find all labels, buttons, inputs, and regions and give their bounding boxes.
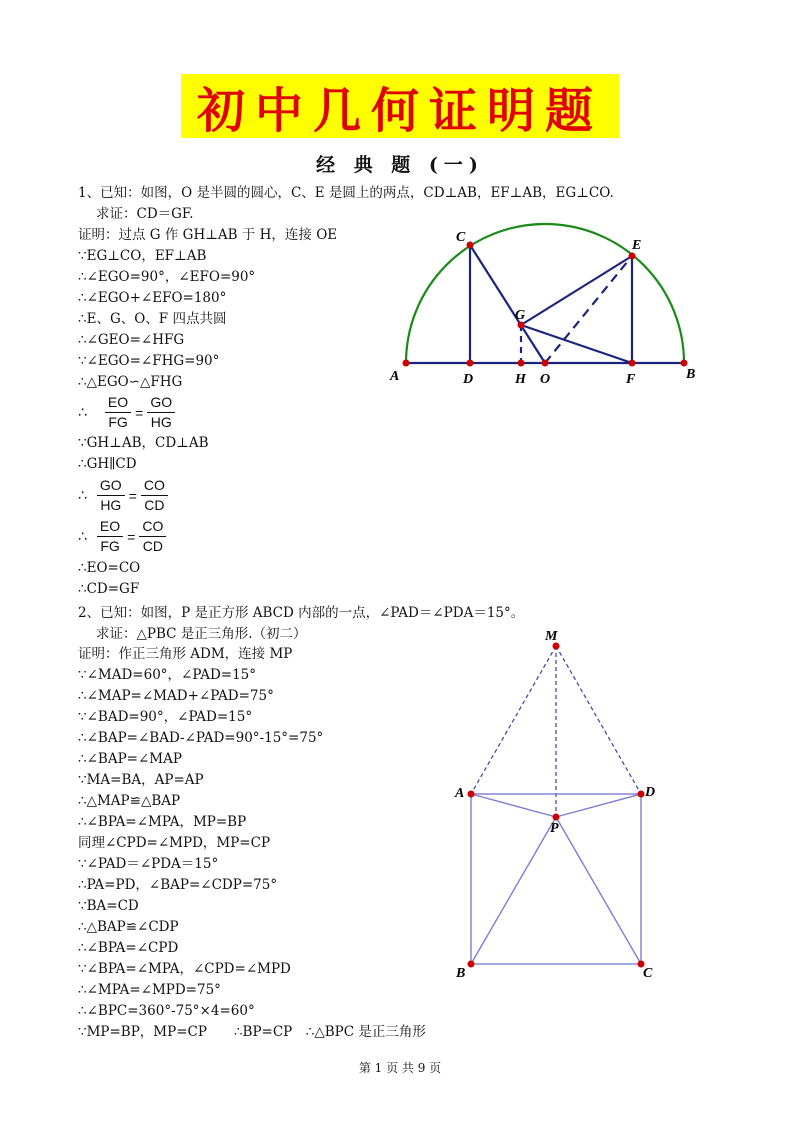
p2-line: ∴∠BAP=∠MAP xyxy=(78,751,182,767)
therefore-symbol: ∴ xyxy=(78,528,87,545)
p1-line: ∴E、G、O、F 四点共圆 xyxy=(78,311,227,327)
p1-line: ∴∠EGO+∠EFO=180° xyxy=(78,290,227,306)
p2-line: ∴∠BAP=∠BAD-∠PAD=90°-15°=75° xyxy=(78,730,324,746)
point-f xyxy=(629,360,636,367)
p1-line: 1、已知：如图，O 是半圆的圆心，C、E 是圆上的两点，CD⊥AB，EF⊥AB，EG⊥CO. xyxy=(78,185,614,201)
p2-line: 证明：作正三角形 ADM，连接 MP xyxy=(78,646,293,662)
p2-line: 2、已知：如图，P 是正方形 ABCD 内部的一点，∠PAD＝∠PDA＝15°。 xyxy=(78,605,525,621)
fraction-numerator: GO xyxy=(97,476,125,496)
p2-line: 同理∠CPD=∠MPD，MP=CP xyxy=(78,835,271,851)
fraction-eq-1 xyxy=(78,393,177,432)
point-d xyxy=(467,360,474,367)
p2-line: ∵∠BAD=90°，∠PAD=15° xyxy=(78,709,253,725)
fraction-denominator: FG xyxy=(108,414,128,430)
segment-eg xyxy=(521,256,632,325)
therefore-symbol: ∴ xyxy=(78,487,87,504)
fraction-numerator: CO xyxy=(141,476,168,496)
label-b: B xyxy=(686,367,696,382)
p2-line: ∴∠BPC=360°-75°×4=60° xyxy=(78,1003,255,1019)
segment-bp xyxy=(471,817,556,964)
p2-line: ∴△BAP≌∠CDP xyxy=(78,919,179,935)
p2-line: ∴∠BPA=∠CPD xyxy=(78,940,179,956)
page-footer: 第 1 页 共 9 页 xyxy=(358,1061,442,1075)
point-e xyxy=(629,253,636,260)
label-f: F xyxy=(626,372,636,387)
p1-line: ∵EG⊥CO，EF⊥AB xyxy=(78,248,207,264)
equals-sign: = xyxy=(135,404,144,421)
p1-line: ∴△EGO∽△FHG xyxy=(78,374,183,390)
p1-line: ∴∠GEO=∠HFG xyxy=(78,332,185,348)
p2-line: ∵∠BPA=∠MPA，∠CPD=∠MPD xyxy=(78,961,291,977)
semicircle-figure xyxy=(385,220,705,390)
point-a xyxy=(403,360,410,367)
segment-ma-dashed xyxy=(471,646,556,794)
title-banner xyxy=(181,74,619,138)
p1-line: 证明：过点 G 作 GH⊥AB 于 H，连接 OE xyxy=(78,227,338,243)
fraction-numerator: CO xyxy=(139,517,166,537)
point-c xyxy=(467,242,474,249)
label-a: A xyxy=(455,786,465,801)
p1-line: ∵∠EGO=∠FHG=90° xyxy=(78,353,220,369)
fraction-denominator: HG xyxy=(150,414,172,430)
p1-line: 求证：CD＝GF. xyxy=(96,206,194,222)
point-b xyxy=(681,360,688,367)
segment-gf xyxy=(521,325,632,363)
subtitle: 经 典 题 (一) xyxy=(316,154,484,176)
equals-sign: = xyxy=(128,487,137,504)
p1-line: ∴GH∥CD xyxy=(78,456,137,472)
p2-line: ∴∠MPA=∠MPD=75° xyxy=(78,982,221,998)
p2-line: ∵∠MAD=60°，∠PAD=15° xyxy=(78,667,257,683)
point-h xyxy=(518,360,525,367)
segment-ap xyxy=(471,794,556,817)
p2-line: ∴∠BPA=∠MPA，MP=BP xyxy=(78,814,247,830)
label-c: C xyxy=(456,230,466,245)
p2-line: ∴PA=PD，∠BAP=∠CDP=75° xyxy=(78,877,278,893)
label-d: D xyxy=(645,785,656,800)
p2-line: ∴∠MAP=∠MAD+∠PAD=75° xyxy=(78,688,274,704)
label-m: M xyxy=(545,629,558,644)
p1-line: ∴∠EGO=90°，∠EFO=90° xyxy=(78,269,256,285)
fraction-numerator: EO xyxy=(97,517,123,537)
p1-line: ∴CD=GF xyxy=(78,581,140,597)
p2-line: ∵∠PAD＝∠PDA＝15° xyxy=(78,856,219,872)
segment-dp xyxy=(556,794,641,817)
fraction-denominator: HG xyxy=(100,497,122,513)
point-b xyxy=(468,961,475,968)
label-a: A xyxy=(390,369,400,384)
p2-line: 求证：△PBC 是正三角形.（初二） xyxy=(96,626,307,642)
fraction-numerator: GO xyxy=(147,393,175,413)
fraction-eq-3 xyxy=(78,517,168,556)
point-d xyxy=(638,791,645,798)
fraction-numerator: EO xyxy=(105,393,131,413)
p1-line: ∴EO=CO xyxy=(78,560,141,576)
point-p xyxy=(553,814,560,821)
semicircle-arc xyxy=(406,224,684,363)
equals-sign: = xyxy=(127,528,136,545)
segment-md-dashed xyxy=(556,646,641,794)
point-a xyxy=(468,791,475,798)
p1-line: ∵GH⊥AB，CD⊥AB xyxy=(78,435,209,451)
fraction-denominator: CD xyxy=(142,538,163,554)
label-e: E xyxy=(632,238,642,253)
therefore-symbol: ∴ xyxy=(78,404,87,421)
segment-cp xyxy=(556,817,641,964)
square-figure xyxy=(445,625,665,985)
label-p: P xyxy=(550,821,559,836)
fraction-denominator: CD xyxy=(144,497,165,513)
p2-line: ∵MA=BA，AP=AP xyxy=(78,772,204,788)
segment-co xyxy=(470,245,545,363)
p2-line: ∵MP=BP，MP=CP ∴BP=CP ∴△BPC 是正三角形 xyxy=(78,1024,426,1040)
point-o xyxy=(542,360,549,367)
p2-line: ∵BA=CD xyxy=(78,898,139,914)
label-b: B xyxy=(456,966,466,981)
p2-line: ∴△MAP≌△BAP xyxy=(78,793,181,809)
fraction-denominator: FG xyxy=(100,538,120,554)
label-g: G xyxy=(515,308,526,323)
label-c: C xyxy=(643,966,653,981)
fraction-eq-2 xyxy=(78,476,170,515)
page-title: 初中几何证明题 xyxy=(196,82,603,139)
label-o: O xyxy=(540,372,551,387)
label-h: H xyxy=(515,372,526,387)
label-d: D xyxy=(463,372,474,387)
